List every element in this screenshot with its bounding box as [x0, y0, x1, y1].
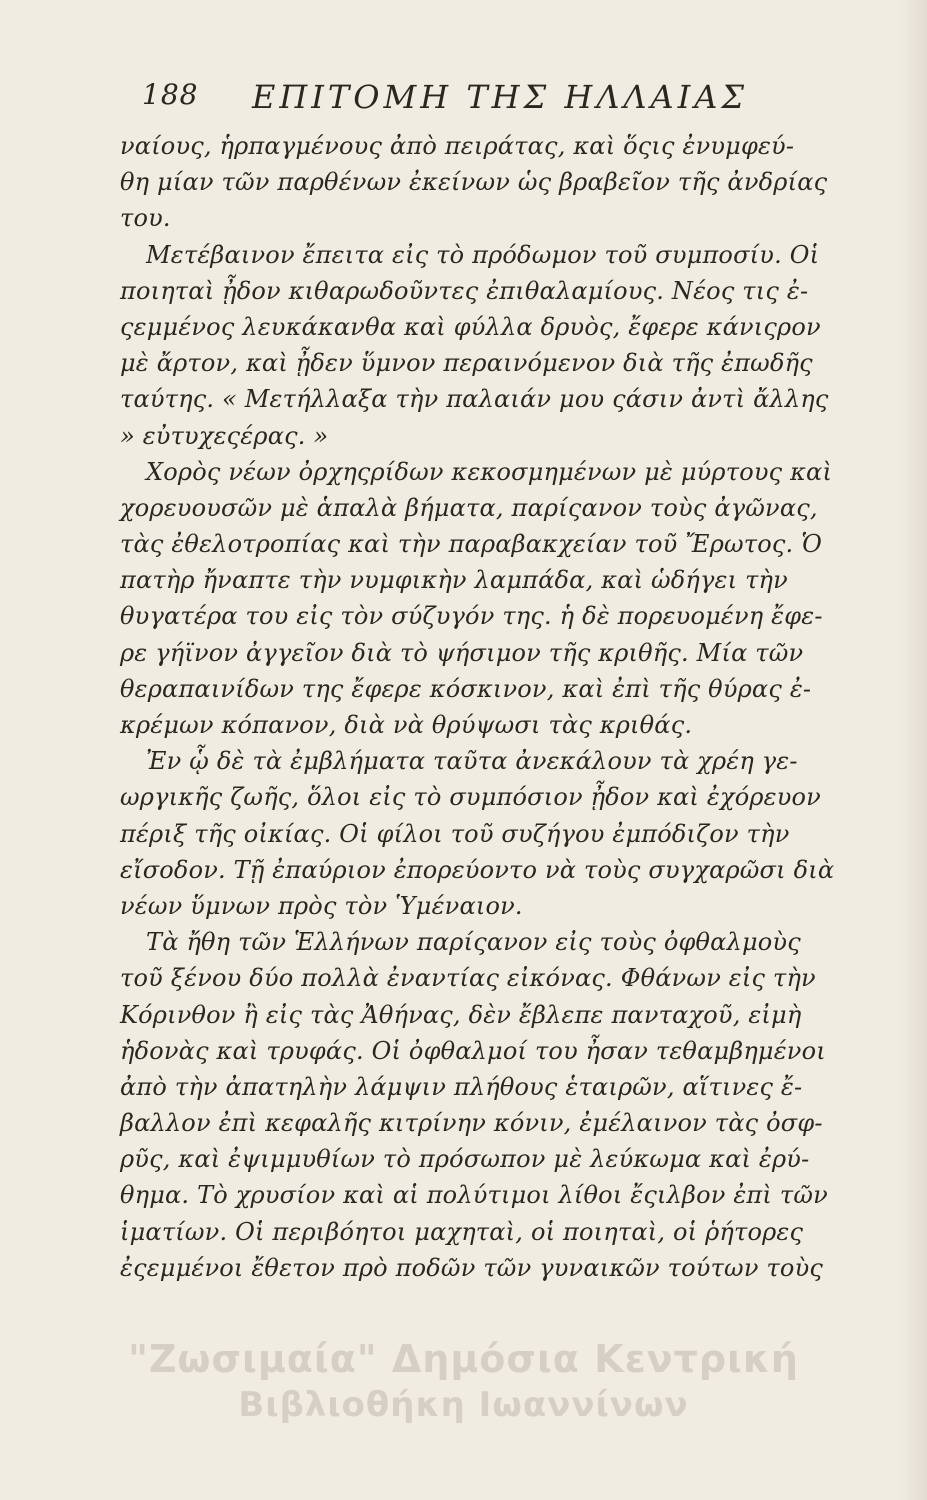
- page-edge-shadow: [899, 0, 927, 1500]
- text-line: ἡδονὰς καὶ τρυφάς. Οἱ ὀφθαλμοί του ἦσαν τεθαμβημένοι: [120, 1036, 826, 1065]
- text-line: εἴσοδον. Τῇ ἐπαύριον ἐπορεύοντο νὰ τοὺς συγχαρῶσι διὰ: [120, 855, 835, 884]
- text-line: ωργικῆς ζωῆς, ὅλοι εἰς τὸ συμπόσιον ᾖδον καὶ ἐχόρευον: [120, 783, 821, 812]
- text-body: [120, 128, 835, 1286]
- text-line: ἀπὸ τὴν ἀπατηλὴν λάμψιν πλήθους ἑταιρῶν, αἵτινες ἔ-: [120, 1072, 803, 1101]
- text-line: πατὴρ ἤναπτε τὴν νυμφικὴν λαμπάδα, καὶ ὡδήγει τὴν: [120, 566, 788, 595]
- text-line: ἐςεμμένοι ἔθετον πρὸ ποδῶν τῶν γυναικῶν τούτων τοὺς: [120, 1253, 824, 1282]
- text-line: θεραπαινίδων της ἔφερε κόσκινον, καὶ ἐπὶ τῆς θύρας ἐ-: [120, 674, 812, 703]
- text-line: θυγατέρα του εἰς τὸν σύζυγόν της. ἡ δὲ πορευομένη ἔφε-: [120, 602, 823, 631]
- text-line: ταύτης. « Μετήλλαξα τὴν παλαιάν μου ςάσιν ἀντὶ ἄλλης: [120, 385, 829, 414]
- text-line: » εὐτυχεςέρας. »: [120, 421, 329, 450]
- running-title: ΕΠΙΤΟΜΗ ΤΗΣ ΗΛΛΑΙΑΣ: [252, 78, 748, 116]
- text-line: κρέμων κόπανον, διὰ νὰ θρύψωσι τὰς κριθάς.: [120, 711, 693, 739]
- text-line: Κόρινθον ἢ εἰς τὰς Ἀθήνας, δὲν ἔβλεπε πανταχοῦ, εἰμὴ: [120, 1000, 802, 1029]
- text-line: χορευουσῶν μὲ ἁπαλὰ βήματα, παρίςανον τοὺς ἀγῶνας,: [120, 493, 818, 522]
- text-line: Μετέβαινον ἔπειτα εἰς τὸ πρόδωμον τοῦ συμποσίυ. Οἱ: [146, 240, 820, 269]
- text-line: ρῦς, καὶ ἐψιμμυθίων τὸ πρόσωπον μὲ λεύκωμα καὶ ἐρύ-: [120, 1145, 810, 1174]
- library-watermark-line-2: Βιβλιοθήκη Ιωαννίνων: [238, 1385, 689, 1425]
- page-header: [132, 70, 822, 120]
- text-line: νέων ὕμνων πρὸς τὸν Ὑμέναιον.: [120, 891, 523, 920]
- text-line: θημα. Τὸ χρυσίον καὶ αἱ πολύτιμοι λίθοι ἔςιλβον ἐπὶ τῶν: [120, 1181, 828, 1210]
- text-line: ναίους, ἡρπαγμένους ἀπὸ πειράτας, καὶ ὅςις ἐνυμφεύ-: [120, 132, 795, 160]
- text-line: θη μίαν τῶν παρθένων ἐκείνων ὡς βραβεῖον τῆς ἀνδρίας: [120, 168, 828, 197]
- text-line: Τὰ ἤθη τῶν Ἑλλήνων παρίςανον εἰς τοὺς ὀφθαλμοὺς: [146, 928, 801, 957]
- text-line: πέριξ τῆς οἰκίας. Οἱ φίλοι τοῦ συζήγου ἐμπόδιζον τὴν: [120, 819, 790, 848]
- text-line: μὲ ἄρτον, καὶ ᾖδεν ὕμνον περαινόμενον διὰ τῆς ἐπωδῆς: [120, 349, 813, 378]
- text-line: ςεμμένος λευκάκανθα καὶ φύλλα δρυὸς, ἔφερε κάνιςρον: [120, 312, 821, 341]
- text-line: ρε γήϊνον ἀγγεῖον διὰ τὸ ψήσιμον τῆς κριθῆς. Μία τῶν: [120, 638, 804, 667]
- text-line: ἱματίων. Οἱ περιβόητοι μαχηταὶ, οἱ ποιηταὶ, οἱ ῥήτορες: [120, 1217, 804, 1246]
- library-watermark-line-1: "Ζωσιμαία" Δημόσια Κεντρική: [128, 1337, 799, 1381]
- text-line: τοῦ ξένου δύο πολλὰ ἐναντίας εἰκόνας. Φθάνων εἰς τὴν: [120, 964, 816, 993]
- text-line: τὰς ἐθελοτροπίας καὶ τὴν παραβακχείαν τοῦ Ἔρωτος. Ὁ: [120, 530, 823, 559]
- page-number: 188: [142, 78, 199, 111]
- text-line: του.: [120, 204, 171, 233]
- text-line: ποιηταὶ ᾖδον κιθαρωδοῦντες ἐπιθαλαμίους. Νέος τις ἐ-: [120, 276, 809, 305]
- text-line: Ἐν ᾧ δὲ τὰ ἐμβλήματα ταῦτα ἀνεκάλουν τὰ χρέη γε-: [146, 747, 798, 776]
- text-line: Χορὸς νέων ὀρχηςρίδων κεκοσμημένων μὲ μύρτους καὶ: [146, 457, 833, 486]
- text-line: βαλλον ἐπὶ κεφαλῆς κιτρίνην κόνιν, ἐμέλαινον τὰς ὀσφ-: [120, 1109, 823, 1138]
